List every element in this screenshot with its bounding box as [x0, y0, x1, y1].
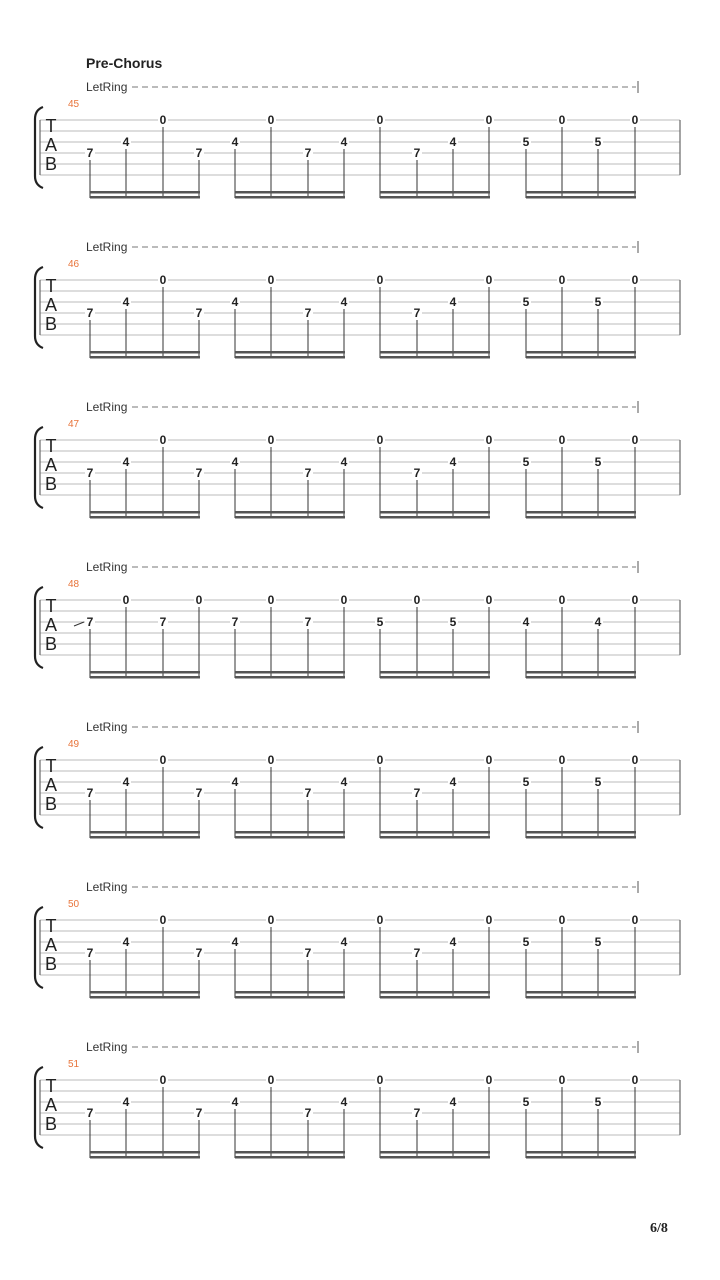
fret-number: 7: [304, 615, 312, 629]
measure-number: 47: [68, 419, 80, 430]
tab-clef-letter: A: [44, 1095, 58, 1115]
beam: [90, 356, 200, 359]
fret-number: 7: [304, 146, 312, 160]
system-bracket: [35, 907, 43, 988]
beam: [526, 191, 636, 194]
fret-number: 4: [231, 1095, 239, 1109]
beam: [380, 831, 490, 834]
fret-number: 0: [122, 593, 130, 607]
fret-number: 5: [594, 935, 602, 949]
beam: [235, 191, 345, 194]
beam: [526, 516, 636, 519]
fret-number: 4: [122, 1095, 130, 1109]
beam: [235, 991, 345, 994]
fret-number: 7: [195, 946, 203, 960]
fret-number: 5: [594, 1095, 602, 1109]
fret-number: 0: [267, 433, 275, 447]
tab-clef-letter: B: [44, 794, 58, 814]
fret-number: 0: [631, 1073, 639, 1087]
beam: [90, 831, 200, 834]
beam: [90, 516, 200, 519]
fret-number: 4: [340, 775, 348, 789]
fret-number: 0: [267, 113, 275, 127]
fret-number: 0: [267, 593, 275, 607]
fret-number: 5: [449, 615, 457, 629]
tab-clef-letter: A: [44, 135, 58, 155]
fret-number: 4: [231, 935, 239, 949]
beam: [380, 351, 490, 354]
measure-number: 51: [68, 1059, 80, 1070]
tab-system: [35, 880, 680, 999]
letring-label: LetRing: [86, 560, 128, 574]
beam: [235, 356, 345, 359]
fret-number: 0: [267, 913, 275, 927]
beam: [235, 676, 345, 679]
beam: [526, 1156, 636, 1159]
tab-clef-letter: B: [44, 474, 58, 494]
fret-number: 4: [340, 295, 348, 309]
fret-number: 0: [485, 433, 493, 447]
system-bracket: [35, 267, 43, 348]
fret-number: 4: [340, 935, 348, 949]
tab-clef-letter: T: [45, 436, 57, 456]
fret-number: 0: [631, 433, 639, 447]
beam: [526, 991, 636, 994]
fret-number: 5: [594, 775, 602, 789]
beam: [90, 191, 200, 194]
beam: [90, 676, 200, 679]
fret-number: 0: [631, 113, 639, 127]
fret-number: 7: [413, 786, 421, 800]
fret-number: 4: [594, 615, 602, 629]
fret-number: 0: [376, 1073, 384, 1087]
beam: [526, 836, 636, 839]
measure-number: 48: [68, 579, 80, 590]
beam: [380, 996, 490, 999]
tab-clef-letter: A: [44, 935, 58, 955]
fret-number: 0: [159, 753, 167, 767]
beam: [90, 196, 200, 199]
beam: [380, 511, 490, 514]
beam: [235, 516, 345, 519]
beam: [90, 836, 200, 839]
fret-number: 0: [376, 753, 384, 767]
fret-number: 7: [86, 615, 94, 629]
tab-clef-letter: A: [44, 615, 58, 635]
fret-number: 0: [485, 113, 493, 127]
tab-clef-letter: T: [45, 1076, 57, 1096]
fret-number: 0: [159, 913, 167, 927]
fret-number: 4: [340, 1095, 348, 1109]
page-number: 6/8: [650, 1221, 668, 1236]
fret-number: 4: [340, 135, 348, 149]
beam: [526, 351, 636, 354]
fret-number: 7: [195, 466, 203, 480]
fret-number: 0: [485, 273, 493, 287]
beam: [526, 996, 636, 999]
tab-clef-letter: B: [44, 634, 58, 654]
letring-label: LetRing: [86, 880, 128, 894]
fret-number: 0: [413, 593, 421, 607]
fret-number: 0: [376, 273, 384, 287]
tab-clef-letter: B: [44, 1114, 58, 1134]
fret-number: 7: [304, 1106, 312, 1120]
system-bracket: [35, 1067, 43, 1148]
fret-number: 7: [86, 786, 94, 800]
letring-label: LetRing: [86, 400, 128, 414]
tab-system: [35, 80, 680, 199]
tab-clef-letter: T: [45, 276, 57, 296]
beam: [90, 511, 200, 514]
beam: [380, 676, 490, 679]
beam: [526, 356, 636, 359]
beam: [90, 1156, 200, 1159]
fret-number: 7: [195, 786, 203, 800]
fret-number: 0: [558, 113, 566, 127]
fret-number: 0: [195, 593, 203, 607]
tab-system: [35, 560, 680, 679]
beam: [380, 356, 490, 359]
beam: [380, 836, 490, 839]
fret-number: 0: [159, 273, 167, 287]
fret-number: 0: [267, 753, 275, 767]
fret-number: 4: [449, 1095, 457, 1109]
beam: [90, 671, 200, 674]
fret-number: 7: [159, 615, 167, 629]
fret-number: 0: [159, 433, 167, 447]
tab-clef-letter: A: [44, 455, 58, 475]
letring-label: LetRing: [86, 80, 128, 94]
fret-number: 0: [558, 1073, 566, 1087]
beam: [380, 671, 490, 674]
fret-number: 4: [231, 295, 239, 309]
beam: [90, 991, 200, 994]
fret-number: 7: [86, 146, 94, 160]
fret-number: 7: [195, 146, 203, 160]
tab-clef-letter: B: [44, 314, 58, 334]
beam: [235, 671, 345, 674]
fret-number: 4: [122, 135, 130, 149]
beam: [235, 1151, 345, 1154]
beam: [90, 1151, 200, 1154]
fret-number: 7: [195, 306, 203, 320]
system-bracket: [35, 107, 43, 188]
tab-clef-letter: B: [44, 954, 58, 974]
fret-number: 4: [449, 775, 457, 789]
fret-number: 0: [485, 1073, 493, 1087]
fret-number: 5: [376, 615, 384, 629]
fret-number: 4: [122, 295, 130, 309]
tab-system: [35, 240, 680, 359]
tab-clef-letter: T: [45, 116, 57, 136]
fret-number: 4: [340, 455, 348, 469]
system-bracket: [35, 747, 43, 828]
system-bracket: [35, 587, 43, 668]
measure-number: 45: [68, 99, 80, 110]
fret-number: 5: [594, 455, 602, 469]
fret-number: 5: [522, 135, 530, 149]
measure-number: 46: [68, 259, 80, 270]
tab-clef-letter: T: [45, 596, 57, 616]
beam: [380, 1156, 490, 1159]
fret-number: 7: [413, 946, 421, 960]
fret-number: 0: [340, 593, 348, 607]
fret-number: 4: [231, 775, 239, 789]
beam: [380, 196, 490, 199]
beam: [235, 996, 345, 999]
fret-number: 7: [413, 1106, 421, 1120]
fret-number: 4: [122, 775, 130, 789]
fret-number: 4: [122, 455, 130, 469]
beam: [526, 1151, 636, 1154]
fret-number: 4: [449, 295, 457, 309]
fret-number: 7: [86, 466, 94, 480]
fret-number: 0: [376, 913, 384, 927]
beam: [526, 671, 636, 674]
beam: [90, 351, 200, 354]
fret-number: 7: [304, 946, 312, 960]
fret-number: 0: [631, 753, 639, 767]
slide-in-mark: [74, 622, 84, 626]
fret-number: 7: [304, 466, 312, 480]
fret-number: 0: [558, 433, 566, 447]
beam: [90, 996, 200, 999]
fret-number: 7: [195, 1106, 203, 1120]
fret-number: 0: [159, 113, 167, 127]
beam: [380, 1151, 490, 1154]
fret-number: 0: [631, 593, 639, 607]
beam: [526, 196, 636, 199]
tab-clef-letter: T: [45, 756, 57, 776]
beam: [526, 831, 636, 834]
fret-number: 5: [522, 775, 530, 789]
system-bracket: [35, 427, 43, 508]
beam: [380, 516, 490, 519]
fret-number: 0: [267, 273, 275, 287]
measure-number: 50: [68, 899, 80, 910]
letring-label: LetRing: [86, 1040, 128, 1054]
fret-number: 7: [86, 946, 94, 960]
fret-number: 7: [413, 306, 421, 320]
beam: [235, 196, 345, 199]
fret-number: 0: [558, 273, 566, 287]
beam: [235, 831, 345, 834]
beam: [380, 191, 490, 194]
fret-number: 5: [522, 1095, 530, 1109]
fret-number: 4: [449, 455, 457, 469]
tab-clef-letter: B: [44, 154, 58, 174]
tab-clef-letter: A: [44, 775, 58, 795]
fret-number: 7: [231, 615, 239, 629]
fret-number: 7: [304, 786, 312, 800]
fret-number: 0: [558, 753, 566, 767]
fret-number: 5: [522, 295, 530, 309]
fret-number: 0: [376, 113, 384, 127]
fret-number: 4: [449, 135, 457, 149]
fret-number: 7: [304, 306, 312, 320]
fret-number: 7: [86, 1106, 94, 1120]
fret-number: 5: [522, 935, 530, 949]
fret-number: 4: [231, 455, 239, 469]
fret-number: 0: [485, 913, 493, 927]
fret-number: 4: [231, 135, 239, 149]
measure-number: 49: [68, 739, 80, 750]
fret-number: 7: [413, 466, 421, 480]
fret-number: 4: [449, 935, 457, 949]
fret-number: 7: [413, 146, 421, 160]
beam: [235, 351, 345, 354]
fret-number: 5: [522, 455, 530, 469]
fret-number: 0: [267, 1073, 275, 1087]
tab-clef-letter: A: [44, 295, 58, 315]
tab-system: [35, 720, 680, 839]
tab-system: [35, 1040, 680, 1159]
letring-label: LetRing: [86, 720, 128, 734]
fret-number: 0: [631, 273, 639, 287]
fret-number: 0: [631, 913, 639, 927]
beam: [380, 991, 490, 994]
fret-number: 4: [122, 935, 130, 949]
fret-number: 0: [558, 593, 566, 607]
section-title: Pre-Chorus: [86, 55, 163, 71]
fret-number: 4: [522, 615, 530, 629]
beam: [235, 511, 345, 514]
beam: [235, 1156, 345, 1159]
fret-number: 5: [594, 135, 602, 149]
beam: [526, 676, 636, 679]
fret-number: 5: [594, 295, 602, 309]
tab-clef-letter: T: [45, 916, 57, 936]
fret-number: 0: [485, 753, 493, 767]
fret-number: 0: [558, 913, 566, 927]
tab-system: [35, 400, 680, 519]
beam: [526, 511, 636, 514]
letring-label: LetRing: [86, 240, 128, 254]
fret-number: 0: [485, 593, 493, 607]
beam: [235, 836, 345, 839]
fret-number: 0: [159, 1073, 167, 1087]
fret-number: 0: [376, 433, 384, 447]
fret-number: 7: [86, 306, 94, 320]
